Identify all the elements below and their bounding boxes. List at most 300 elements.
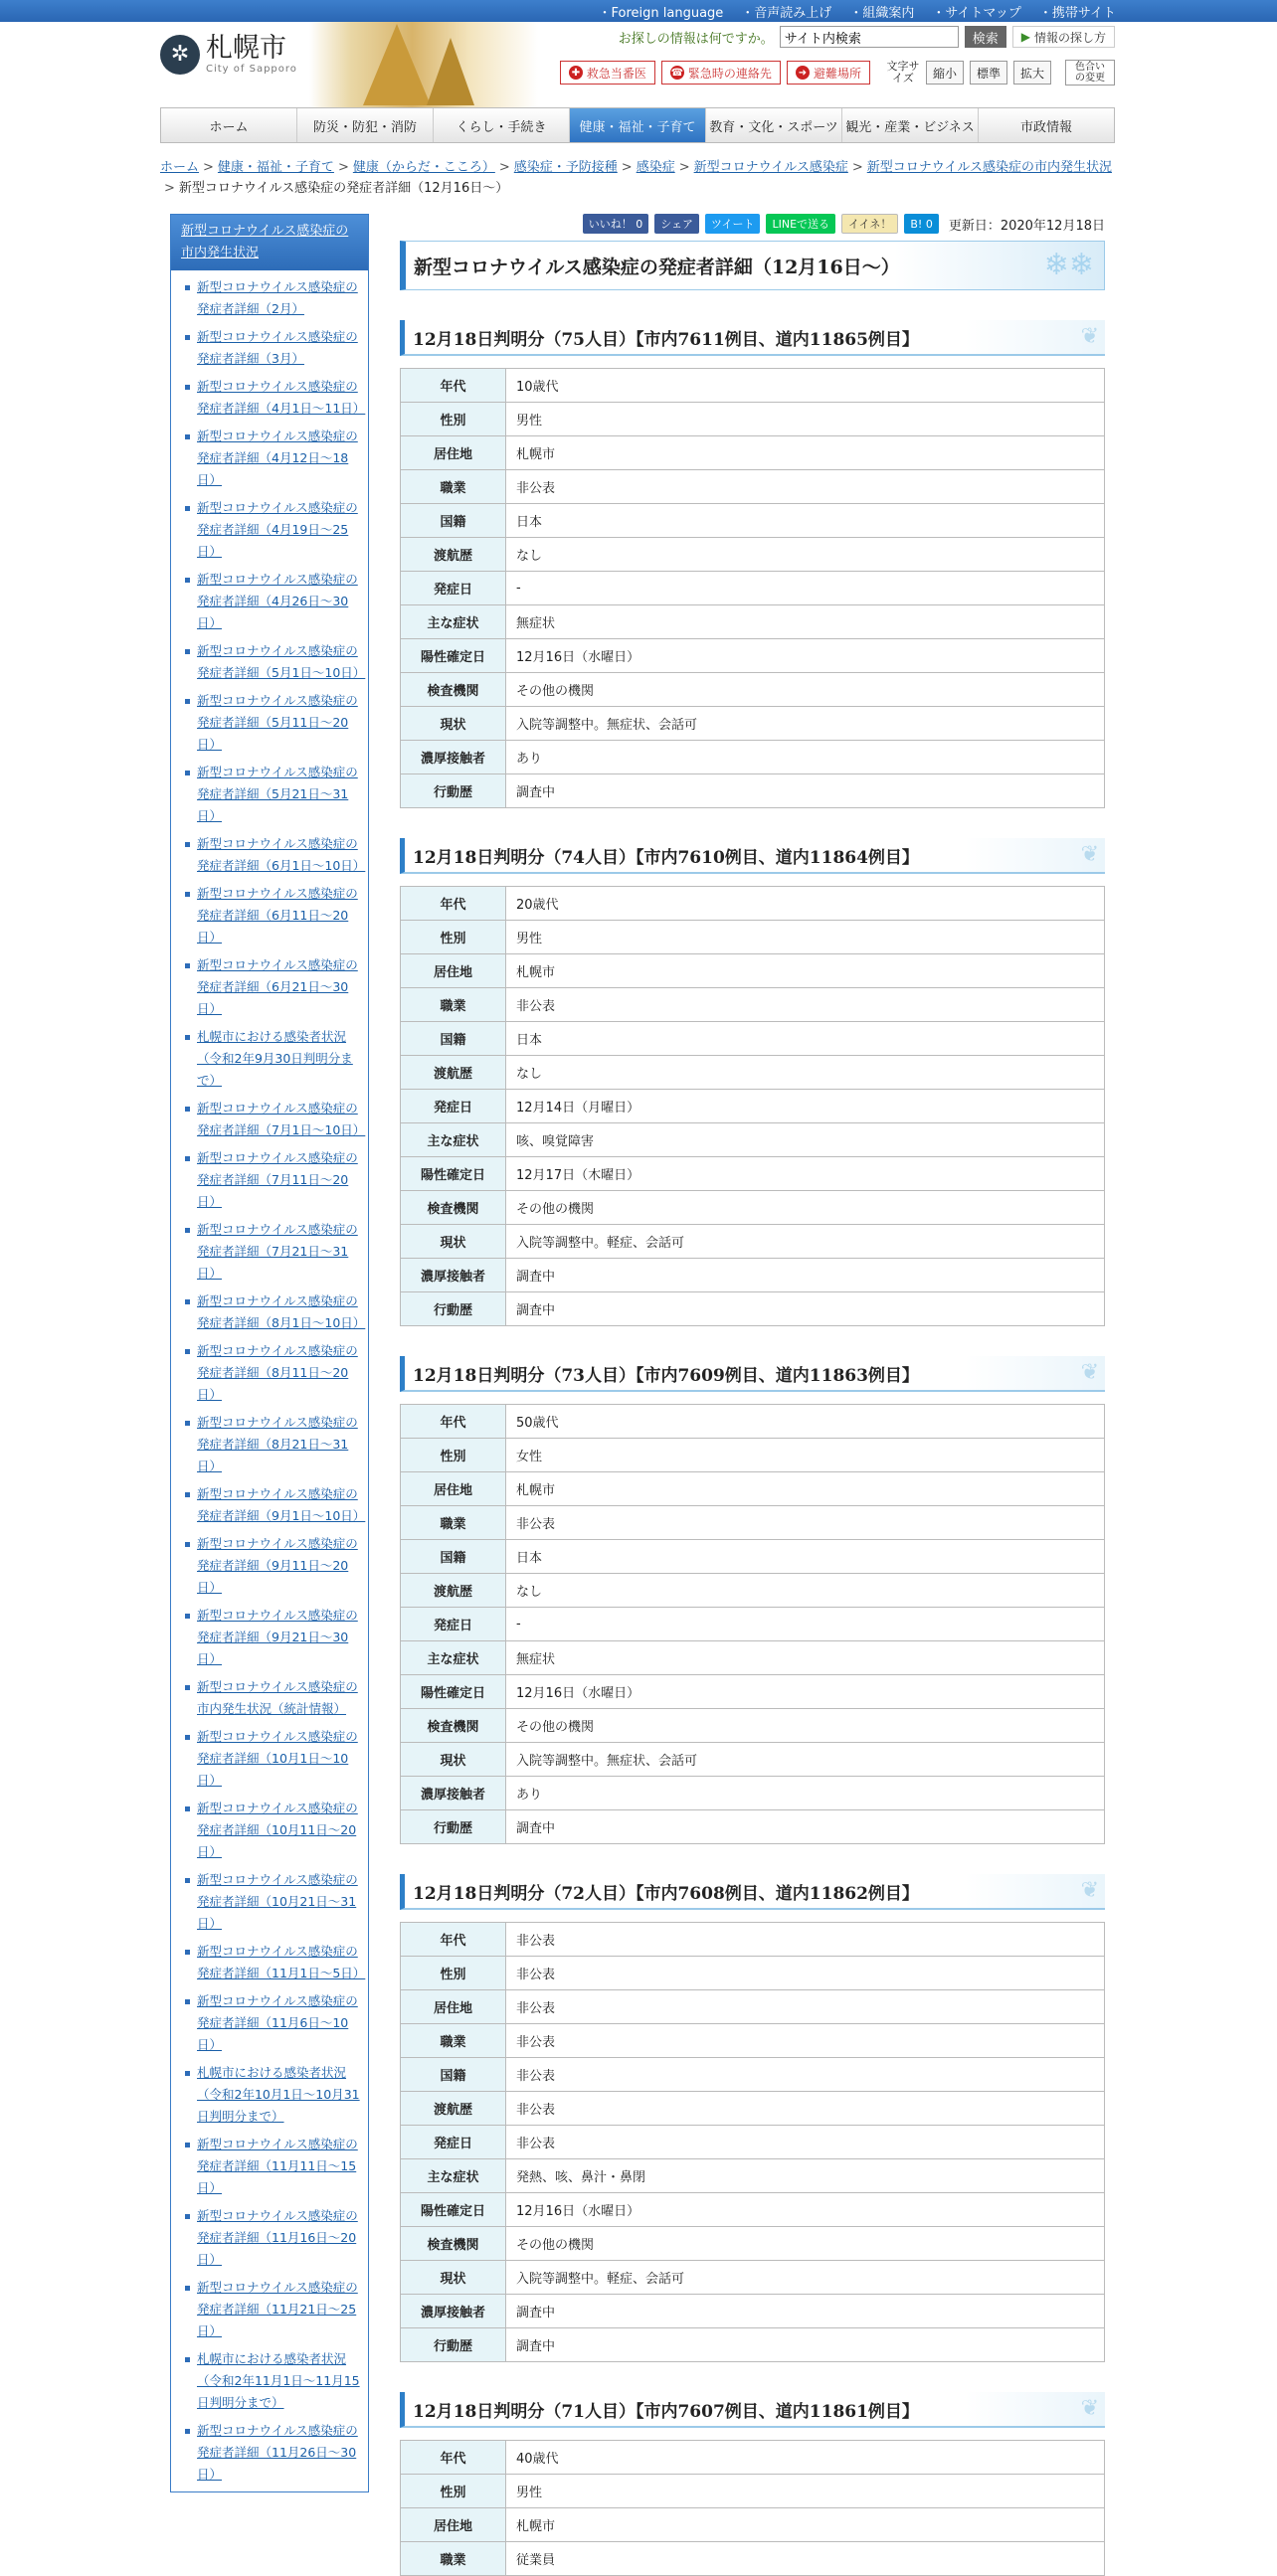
sidebar-item (185, 2420, 360, 2486)
row-label: 現状 (401, 2261, 506, 2295)
utility-links (0, 0, 1277, 22)
sidebar-item (185, 2348, 360, 2414)
case-table (400, 886, 1105, 1326)
case-section (400, 2392, 1105, 2576)
table-row (401, 538, 1105, 572)
row-label: 検査機関 (401, 673, 506, 707)
table-row (401, 639, 1105, 673)
color-change-button[interactable]: 色合いの変更 (1065, 60, 1115, 86)
sidebar-item (185, 1340, 360, 1406)
leaf-icon: ❦ (1080, 842, 1099, 867)
row-value: あり (506, 741, 1105, 774)
table-row (401, 1191, 1105, 1225)
row-label: 性別 (401, 1439, 506, 1472)
sidebar-item (185, 569, 360, 634)
font-larger-button[interactable]: 拡大 (1013, 61, 1051, 85)
table-row (401, 2092, 1105, 2126)
case-section (400, 1874, 1105, 2362)
site-logo[interactable] (160, 34, 297, 75)
row-value: 札幌市 (506, 1472, 1105, 1506)
row-label: 主な症状 (401, 2159, 506, 2193)
emergency-icon: ✚ (569, 66, 583, 80)
breadcrumb: ホーム > 健康・福祉・子育て > 健康（からだ・こころ） > 感染症・予防接種 > 感染症 > 新型コロナウイルス感染症 > 新型コロナウイルス感染症の市内発生状況> 新型コロナウイルス感染症の発症者詳細（12月16日～） (160, 160, 1112, 196)
sidebar-item (185, 326, 360, 370)
sidebar-item (185, 1990, 360, 2056)
row-value: 調査中 (506, 2295, 1105, 2328)
row-value: 従業員 (506, 2542, 1105, 2576)
table-row (401, 403, 1105, 436)
row-value: 男性 (506, 403, 1105, 436)
emergency-doctor-link[interactable]: ✚ 救急当番医 (560, 61, 655, 85)
breadcrumb-link[interactable]: ホーム (160, 160, 200, 175)
sidebar-link[interactable]: 新型コロナウイルス感染症の発症者詳細（6月21日～30日） (197, 957, 358, 1016)
row-label: 渡航歴 (401, 1056, 506, 1090)
leaf-icon: ❦ (1080, 2396, 1099, 2421)
row-value: 12月16日（水曜日） (506, 1675, 1105, 1709)
sidebar-link[interactable]: 新型コロナウイルス感染症の発症者詳細（11月26日～30日） (197, 2423, 358, 2482)
sidebar-item (185, 1483, 366, 1527)
sidebar-link[interactable]: 新型コロナウイルス感染症の発症者詳細（10月1日～10日） (197, 1729, 358, 1788)
table-row (401, 2227, 1105, 2261)
updated-date: 更新日：2020年12月18日 (948, 218, 1105, 234)
sidebar-link[interactable]: 新型コロナウイルス感染症の発症者詳細（5月1日～10日） (197, 643, 366, 680)
foreign-language-link[interactable]: ・Foreign language (598, 5, 724, 21)
row-label: 主な症状 (401, 1641, 506, 1675)
row-label: 行動歴 (401, 1810, 506, 1844)
sidebar-item (185, 2134, 360, 2199)
table-row (401, 2441, 1105, 2475)
sidebar-item (185, 1219, 360, 1285)
sidebar-item (185, 640, 366, 684)
sidebar-item (185, 497, 360, 563)
nav-disaster[interactable]: 防災・防犯・消防 (297, 108, 434, 142)
sidebar-link[interactable]: 新型コロナウイルス感染症の発症者詳細（6月1日～10日） (197, 836, 366, 873)
row-label: 性別 (401, 403, 506, 436)
table-row (401, 504, 1105, 538)
row-value: 非公表 (506, 1506, 1105, 1540)
page-title: 新型コロナウイルス感染症の発症者詳細（12月16日～） ❄❄ (400, 241, 1105, 290)
breadcrumb-link[interactable]: 感染症・予防接種 (513, 160, 618, 175)
sidebar-item (185, 833, 366, 877)
case-title: 12月18日判明分（72人目）【市内7608例目、道内11862例目】 ❦ (400, 1874, 1105, 1910)
table-row (401, 2475, 1105, 2508)
case-title: 12月18日判明分（74人目）【市内7610例目、道内11864例目】 ❦ (400, 838, 1105, 874)
row-label: 年代 (401, 1405, 506, 1439)
iine-button[interactable]: イイネ！ (841, 214, 898, 234)
table-row (401, 1990, 1105, 2024)
row-value: 札幌市 (506, 436, 1105, 470)
sidebar-list (171, 270, 368, 2486)
row-label: 職業 (401, 2024, 506, 2058)
table-row (401, 2159, 1105, 2193)
row-label: 主な症状 (401, 1123, 506, 1157)
breadcrumb-link[interactable]: 健康（からだ・こころ） (352, 160, 495, 175)
sidebar-link[interactable]: 札幌市における感染者状況（令和2年10月1日～10月31日判明分まで） (197, 2065, 360, 2124)
row-label: 検査機関 (401, 1709, 506, 1743)
row-value: 女性 (506, 1439, 1105, 1472)
row-label: 渡航歴 (401, 538, 506, 572)
table-row (401, 2261, 1105, 2295)
row-value: 入院等調整中。無症状、会話可 (506, 707, 1105, 741)
sidebar-item (185, 954, 360, 1020)
sidebar-link[interactable]: 新型コロナウイルス感染症の発症者詳細（4月26日～30日） (197, 572, 358, 630)
emergency-contact-link[interactable]: ☎ 緊急時の連絡先 (661, 61, 781, 85)
hatena-bookmark-button[interactable]: B! 0 (904, 214, 938, 234)
search-label: お探しの情報は何ですか。 (618, 31, 774, 47)
sidebar-item (185, 1290, 366, 1334)
row-label: 居住地 (401, 2508, 506, 2542)
sidebar-link[interactable]: 新型コロナウイルス感染症の市内発生状況（統計情報） (197, 1679, 358, 1716)
row-value: その他の機関 (506, 1191, 1105, 1225)
sidebar-item (185, 1147, 360, 1213)
table-row (401, 1957, 1105, 1990)
row-value: その他の機関 (506, 673, 1105, 707)
line-share-button[interactable]: LINEで送る (766, 214, 835, 234)
sidebar-link[interactable]: 札幌市における感染者状況（令和2年9月30日判明分まで） (197, 1029, 353, 1088)
row-value: なし (506, 1056, 1105, 1090)
row-label: 居住地 (401, 1472, 506, 1506)
sidebar-item (185, 1412, 360, 1477)
sidebar-link[interactable]: 新型コロナウイルス感染症の発症者詳細（11月1日～5日） (197, 1944, 366, 1980)
sidebar-item (185, 1798, 360, 1863)
sidebar-link[interactable]: 新型コロナウイルス感染症の発症者詳細（4月1日～11日） (197, 379, 366, 416)
row-label: 行動歴 (401, 2328, 506, 2362)
leaf-icon: ❦ (1080, 324, 1099, 349)
row-label: 発症日 (401, 1090, 506, 1123)
row-value: 非公表 (506, 988, 1105, 1022)
case-section (400, 838, 1105, 1326)
row-value: - (506, 1608, 1105, 1641)
sidebar-link[interactable]: 新型コロナウイルス感染症の発症者詳細（8月1日～10日） (197, 1293, 366, 1330)
row-value: その他の機関 (506, 2227, 1105, 2261)
nav-tourism[interactable]: 観光・産業・ビジネス (842, 108, 979, 142)
table-row (401, 921, 1105, 954)
case-table (400, 1404, 1105, 1844)
row-value: 入院等調整中。無症状、会話可 (506, 1743, 1105, 1777)
sidebar-link[interactable]: 新型コロナウイルス感染症の発症者詳細（4月19日～25日） (197, 500, 358, 559)
row-value: 12月17日（木曜日） (506, 1157, 1105, 1191)
voice-reading-link[interactable]: ・音声読み上げ (741, 5, 832, 21)
row-label: 濃厚接触者 (401, 1259, 506, 1292)
find-info-link[interactable]: ▶ 情報の探し方 (1012, 26, 1115, 48)
row-value: 男性 (506, 921, 1105, 954)
sidebar-link[interactable]: 新型コロナウイルス感染症の発症者詳細（3月） (197, 329, 358, 366)
sidebar-link[interactable]: 新型コロナウイルス感染症の発症者詳細（7月1日～10日） (197, 1101, 366, 1137)
row-label: 職業 (401, 2542, 506, 2576)
row-label: 濃厚接触者 (401, 741, 506, 774)
row-label: 年代 (401, 369, 506, 403)
row-value: 非公表 (506, 2024, 1105, 2058)
table-row (401, 369, 1105, 403)
row-label: 濃厚接触者 (401, 1777, 506, 1810)
arrow-right-icon: ▶ (1020, 30, 1030, 44)
row-value: その他の機関 (506, 1709, 1105, 1743)
row-value: 男性 (506, 2475, 1105, 2508)
row-label: 居住地 (401, 436, 506, 470)
table-row (401, 2193, 1105, 2227)
sidebar-link[interactable]: 新型コロナウイルス感染症の発症者詳細（8月21日～31日） (197, 1415, 358, 1473)
sidebar-link[interactable]: 新型コロナウイルス感染症の発症者詳細（7月21日～31日） (197, 1222, 358, 1281)
sidebar (170, 214, 369, 2492)
font-standard-button[interactable]: 標準 (970, 61, 1007, 85)
sidebar-link[interactable]: 新型コロナウイルス感染症の発症者詳細（2月） (197, 279, 358, 316)
sitemap-link[interactable]: ・サイトマップ (932, 5, 1021, 21)
row-label: 陽性確定日 (401, 1675, 506, 1709)
main-content (400, 213, 1105, 2576)
row-value: 50歳代 (506, 1405, 1105, 1439)
row-value: 非公表 (506, 1957, 1105, 1990)
sidebar-item (185, 2277, 360, 2342)
table-row (401, 2126, 1105, 2159)
sidebar-link[interactable]: 新型コロナウイルス感染症の発症者詳細（8月11日～20日） (197, 1343, 358, 1402)
global-nav (160, 107, 1115, 143)
table-row (401, 1022, 1105, 1056)
site-header (160, 22, 1115, 107)
case-table (400, 368, 1105, 808)
site-search (619, 26, 1115, 48)
row-value: 日本 (506, 504, 1105, 538)
row-value: 非公表 (506, 1990, 1105, 2024)
snowflake-icon: ❄❄ (1043, 248, 1094, 282)
row-label: 居住地 (401, 954, 506, 988)
sidebar-item (185, 762, 360, 827)
row-label: 性別 (401, 2475, 506, 2508)
table-row (401, 2295, 1105, 2328)
row-value: あり (506, 1777, 1105, 1810)
sidebar-item (185, 690, 360, 756)
table-row (401, 1157, 1105, 1191)
sidebar-link[interactable]: 新型コロナウイルス感染症の発症者詳細（11月11日～15日） (197, 2137, 358, 2195)
search-button[interactable]: 検索 (965, 26, 1006, 48)
evacuation-link[interactable]: ➜ 避難場所 (787, 61, 870, 85)
sidebar-link[interactable]: 新型コロナウイルス感染症の発症者詳細（5月21日～31日） (197, 765, 358, 823)
sidebar-link[interactable]: 新型コロナウイルス感染症の発症者詳細（10月11日～20日） (197, 1801, 358, 1859)
font-smaller-button[interactable]: 縮小 (926, 61, 964, 85)
table-row (401, 1540, 1105, 1574)
logo-name: 札幌市 (206, 33, 286, 64)
sidebar-link[interactable]: 新型コロナウイルス感染症の発症者詳細（11月6日～10日） (197, 1993, 358, 2052)
table-row (401, 741, 1105, 774)
city-emblem-icon: ✲ (160, 35, 200, 75)
row-value: 非公表 (506, 2126, 1105, 2159)
row-value: 札幌市 (506, 954, 1105, 988)
sidebar-link[interactable]: 新型コロナウイルス感染症の発症者詳細（4月12日～18日） (197, 429, 358, 487)
sidebar-item (185, 1533, 360, 1599)
evacuation-icon: ➜ (796, 66, 810, 80)
row-label: 濃厚接触者 (401, 2295, 506, 2328)
row-value: 無症状 (506, 605, 1105, 639)
sidebar-item (185, 1098, 366, 1141)
table-row (401, 1743, 1105, 1777)
row-value: 発熱、咳、鼻汁・鼻閉 (506, 2159, 1105, 2193)
row-label: 現状 (401, 1225, 506, 1259)
row-label: 渡航歴 (401, 1574, 506, 1608)
row-label: 主な症状 (401, 605, 506, 639)
table-row (401, 1056, 1105, 1090)
breadcrumb-link[interactable]: 感染症 (636, 160, 675, 175)
sidebar-title[interactable]: 新型コロナウイルス感染症の市内発生状況 (171, 215, 368, 270)
row-label: 発症日 (401, 572, 506, 605)
facebook-share-button[interactable]: シェア (654, 214, 699, 234)
nav-home[interactable]: ホーム (161, 108, 297, 142)
table-row (401, 774, 1105, 808)
sidebar-item (185, 376, 366, 420)
sidebar-item (185, 1676, 360, 1720)
row-label: 国籍 (401, 1022, 506, 1056)
row-value: 無症状 (506, 1641, 1105, 1675)
table-row (401, 707, 1105, 741)
breadcrumb-link[interactable]: 健康・福祉・子育て (217, 160, 334, 175)
table-row (401, 1123, 1105, 1157)
row-label: 性別 (401, 1957, 506, 1990)
table-row (401, 1439, 1105, 1472)
table-row (401, 1506, 1105, 1540)
sidebar-link[interactable]: 新型コロナウイルス感染症の発症者詳細（9月21日～30日） (197, 1608, 358, 1666)
row-label: 検査機関 (401, 1191, 506, 1225)
table-row (401, 1641, 1105, 1675)
sidebar-item (185, 1605, 360, 1670)
row-label: 性別 (401, 921, 506, 954)
breadcrumb-current: 新型コロナウイルス感染症の発症者詳細（12月16日～） (178, 181, 509, 196)
table-row (401, 1225, 1105, 1259)
table-row (401, 1923, 1105, 1957)
table-row (401, 988, 1105, 1022)
nav-city[interactable]: 市政情報 (1019, 119, 1072, 135)
row-value: 非公表 (506, 470, 1105, 504)
row-label: 渡航歴 (401, 2092, 506, 2126)
row-value: 調査中 (506, 2328, 1105, 2362)
row-value: 調査中 (506, 774, 1105, 808)
row-label: 陽性確定日 (401, 639, 506, 673)
row-label: 国籍 (401, 2058, 506, 2092)
row-label: 年代 (401, 1923, 506, 1957)
row-value: - (506, 572, 1105, 605)
tweet-button[interactable]: ツイート (705, 214, 760, 234)
row-value: 入院等調整中。軽症、会話可 (506, 1225, 1105, 1259)
table-row (401, 1472, 1105, 1506)
table-row (401, 1574, 1105, 1608)
case-table (400, 1922, 1105, 2362)
row-label: 発症日 (401, 1608, 506, 1641)
table-row (401, 2024, 1105, 2058)
case-title: 12月18日判明分（73人目）【市内7609例目、道内11863例目】 ❦ (400, 1356, 1105, 1392)
table-row (401, 436, 1105, 470)
row-label: 居住地 (401, 1990, 506, 2024)
case-title: 12月18日判明分（75人目）【市内7611例目、道内11865例目】 ❦ (400, 320, 1105, 356)
row-label: 行動歴 (401, 1292, 506, 1326)
row-label: 国籍 (401, 1540, 506, 1574)
emergency-tools (560, 60, 1115, 86)
table-row (401, 1292, 1105, 1326)
row-value: なし (506, 1574, 1105, 1608)
leaf-icon: ❦ (1080, 1360, 1099, 1385)
row-label: 職業 (401, 988, 506, 1022)
nav-life[interactable]: くらし・手続き (434, 108, 570, 142)
row-value: 入院等調整中。軽症、会話可 (506, 2261, 1105, 2295)
table-row (401, 1405, 1105, 1439)
row-label: 年代 (401, 887, 506, 921)
row-value: 非公表 (506, 1923, 1105, 1957)
sidebar-link[interactable]: 新型コロナウイルス感染症の発症者詳細（11月21日～25日） (197, 2280, 358, 2338)
sidebar-item (185, 276, 360, 320)
row-value: 咳、嗅覚障害 (506, 1123, 1105, 1157)
row-label: 発症日 (401, 2126, 506, 2159)
sidebar-item (185, 883, 360, 948)
sidebar-link[interactable]: 新型コロナウイルス感染症の発症者詳細（10月21日～31日） (197, 1872, 358, 1931)
nav-health[interactable]: 健康・福祉・子育て (570, 108, 706, 142)
row-label: 検査機関 (401, 2227, 506, 2261)
table-row (401, 1608, 1105, 1641)
table-row (401, 1810, 1105, 1844)
row-label: 年代 (401, 2441, 506, 2475)
row-label: 国籍 (401, 504, 506, 538)
sidebar-link[interactable]: 新型コロナウイルス感染症の発症者詳細（9月1日～10日） (197, 1486, 366, 1523)
sidebar-item (185, 1026, 360, 1092)
mobile-site-link[interactable]: ・携帯サイト (1038, 5, 1116, 21)
row-value: 40歳代 (506, 2441, 1105, 2475)
sidebar-item (185, 2062, 360, 2128)
facebook-like-button[interactable]: いいね！ 0 (583, 214, 649, 234)
sidebar-link[interactable]: 札幌市における感染者状況（令和2年11月1日～11月15日判明分まで） (197, 2351, 360, 2410)
table-row (401, 887, 1105, 921)
table-row (401, 1090, 1105, 1123)
organization-link[interactable]: ・組織案内 (849, 5, 915, 21)
breadcrumb-link[interactable]: 新型コロナウイルス感染症の市内発生状況 (866, 160, 1112, 175)
row-value: 調査中 (506, 1292, 1105, 1326)
row-value: 調査中 (506, 1259, 1105, 1292)
row-value: 日本 (506, 1540, 1105, 1574)
phone-icon: ☎ (670, 67, 684, 79)
case-list (400, 320, 1105, 2576)
row-label: 現状 (401, 707, 506, 741)
row-label: 職業 (401, 470, 506, 504)
sidebar-item (185, 1869, 360, 1935)
sidebar-link[interactable]: 新型コロナウイルス感染症の発症者詳細（6月11日～20日） (197, 886, 358, 945)
table-row (401, 1259, 1105, 1292)
table-row (401, 605, 1105, 639)
row-label: 行動歴 (401, 774, 506, 808)
row-value: なし (506, 538, 1105, 572)
table-row (401, 572, 1105, 605)
row-label: 陽性確定日 (401, 2193, 506, 2227)
breadcrumb-link[interactable]: 新型コロナウイルス感染症 (693, 160, 848, 175)
row-value: 非公表 (506, 2058, 1105, 2092)
logo-subtitle: City of Sapporo (206, 64, 297, 75)
font-size-label: 文字サイズ (886, 60, 920, 85)
row-value: 非公表 (506, 2092, 1105, 2126)
sidebar-link[interactable]: 新型コロナウイルス感染症の発症者詳細（5月11日～20日） (197, 693, 358, 752)
row-label: 現状 (401, 1743, 506, 1777)
header-image (309, 22, 538, 107)
sidebar-link[interactable]: 新型コロナウイルス感染症の発症者詳細（11月16日～20日） (197, 2208, 358, 2267)
row-label: 職業 (401, 1506, 506, 1540)
case-section (400, 1356, 1105, 1844)
table-row (401, 2542, 1105, 2576)
table-row (401, 1709, 1105, 1743)
row-value: 札幌市 (506, 2508, 1105, 2542)
share-bar (400, 213, 1105, 235)
table-row (401, 954, 1105, 988)
row-value: 日本 (506, 1022, 1105, 1056)
search-input[interactable] (780, 26, 959, 48)
row-value: 調査中 (506, 1810, 1105, 1844)
row-value: 10歳代 (506, 369, 1105, 403)
sidebar-link[interactable]: 新型コロナウイルス感染症の発症者詳細（7月11日～20日） (197, 1150, 358, 1209)
sidebar-link[interactable]: 新型コロナウイルス感染症の発症者詳細（9月11日～20日） (197, 1536, 358, 1595)
table-row (401, 2328, 1105, 2362)
nav-education[interactable]: 教育・文化・スポーツ (706, 108, 842, 142)
sidebar-item (185, 2205, 360, 2271)
